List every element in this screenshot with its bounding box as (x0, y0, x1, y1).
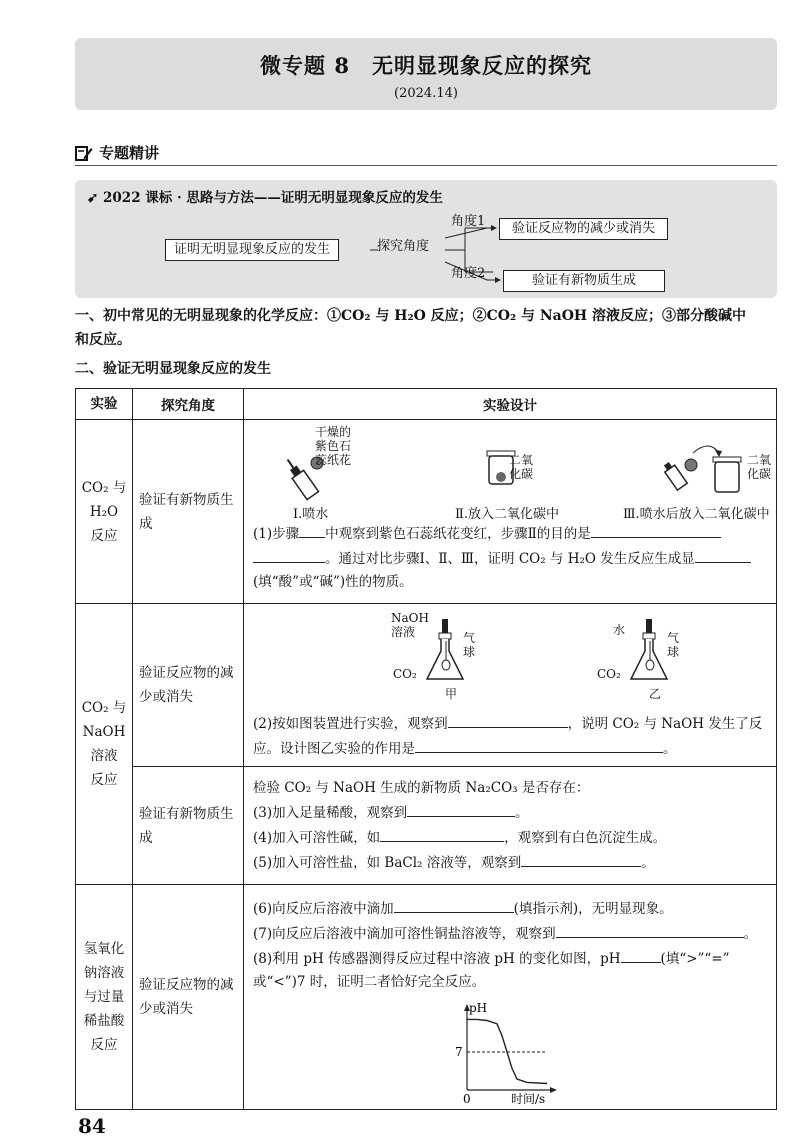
question-3: (3)加入足量稀酸，观察到 。 (253, 800, 767, 825)
flow-angle2: 角度2 (451, 266, 486, 281)
flow-box-new: 验证有新物质生成 (503, 270, 665, 292)
caption-yi: 乙 (649, 687, 662, 701)
title-banner (75, 38, 777, 110)
flask-figure (253, 609, 767, 705)
pencil-note-icon (75, 145, 93, 161)
row1-design (244, 420, 777, 604)
question-7: (7)向反应后溶液中滴加可溶性铜盐溶液等，观察到 。 (253, 921, 767, 946)
balloon-label-jia: 气 球 (463, 631, 476, 659)
y-tick-label: 7 (455, 1045, 463, 1059)
litmus-flower-figure (253, 425, 772, 522)
question-2: (2)按如图装置进行实验，观察到 ，说明 CO₂ 与 NaOH 发生了反 应。设计图乙实验的作用是 。 (253, 711, 767, 761)
co2-label-yi: CO₂ (597, 667, 621, 681)
flow-angle1: 角度1 (451, 214, 486, 229)
answer-blank[interactable] (695, 546, 751, 563)
row4-experiment: 氢氧化 钠溶液 与过量 稀盐酸 反应 (76, 885, 133, 1110)
table-row (76, 420, 777, 604)
caption-step1: Ⅰ.喷水 (293, 507, 329, 522)
part1-text: 一、初中常见的无明显现象的化学反应：①CO₂ 与 H₂O 反应；②CO₂ 与 NaOH 溶液反应；③部分酸碱中 和反应。 (75, 308, 747, 348)
question-5: (5)加入可溶性盐，如 BaCl₂ 溶液等，观察到 。 (253, 850, 767, 875)
row4-angle: 验证反应物的减少或消失 (133, 885, 244, 1110)
answer-blank[interactable] (415, 736, 663, 753)
page-number: 84 (78, 1114, 106, 1138)
y-axis-label: pH (469, 1001, 488, 1015)
row2-design (244, 604, 777, 767)
answer-blank[interactable] (407, 800, 515, 817)
section-divider (75, 165, 777, 166)
section-label: 专题精讲 (99, 144, 160, 162)
co2-label-jia: CO₂ (393, 667, 417, 681)
table-row (76, 604, 777, 767)
flow-root-box: 证明无明显现象反应的发生 (165, 239, 339, 261)
flower-label: 干燥的 紫色石 蕊纸花 (315, 425, 352, 467)
origin-label: 0 (463, 1092, 471, 1104)
caption-step2: Ⅱ.放入二氧化碳中 (455, 507, 559, 522)
co2-label-b: 二氧 化碳 (747, 453, 772, 481)
question-6: (6)向反应后溶液中滴加 (填指示剂)，无明显现象。 (253, 896, 767, 921)
question-8: (8)利用 pH 传感器测得反应过程中溶液 pH 的变化如图，pH (填“>”“=” 或“<”)7 时，证明二者恰好完全反应。 (253, 946, 767, 994)
answer-blank[interactable] (380, 825, 504, 842)
header-angle: 探究角度 (133, 389, 244, 420)
x-axis-arrow (550, 1087, 557, 1093)
answer-blank[interactable] (556, 921, 744, 938)
part2-heading: 二、验证无明显现象反应的发生 (75, 361, 271, 377)
answer-blank[interactable] (448, 711, 568, 728)
flow-box-reduce: 验证反应物的减少或消失 (499, 218, 668, 240)
naoh-label: NaOH 溶液 (391, 611, 429, 639)
water-label: 水 (613, 623, 626, 637)
row1-angle: 验证有新物质生成 (133, 420, 244, 604)
row3-intro: 检验 CO₂ 与 NaOH 生成的新物质 Na₂CO₃ 是否存在： (253, 780, 590, 796)
row3-angle: 验证有新物质生成 (133, 767, 244, 885)
experiment-table (75, 388, 777, 1110)
table-header-row (76, 389, 777, 420)
answer-blank[interactable] (394, 896, 514, 913)
table-row (76, 767, 777, 885)
row3-design (244, 767, 777, 885)
ph-curve (467, 1019, 547, 1083)
flow-middle-label: 探究角度 (377, 239, 430, 254)
row2-experiment: CO₂ 与 NaOH 溶液 反应 (76, 604, 133, 885)
co2-label-a: 二氧 化碳 (509, 453, 534, 481)
header-experiment: 实验 (76, 389, 133, 420)
x-axis-label: 时间/s (511, 1092, 546, 1104)
exam-year: (2024.14) (394, 86, 458, 101)
section-heading (75, 142, 159, 163)
table-row (76, 885, 777, 1110)
row2-angle: 验证反应物的减少或消失 (133, 604, 244, 767)
row1-experiment: CO₂ 与 H₂O 反应 (76, 420, 133, 604)
answer-blank[interactable] (521, 850, 641, 867)
header-design: 实验设计 (244, 389, 777, 420)
balloon-label-yi: 气 球 (667, 631, 680, 659)
flag-icon: ➹ (87, 190, 99, 206)
method-title: ➹ 2022 课标 · 思路与方法——证明无明显现象反应的发生 (87, 190, 443, 206)
answer-blank[interactable] (621, 946, 661, 963)
page-title: 微专题 8 无明显现象反应的探究 (260, 53, 592, 78)
answer-blank[interactable] (253, 546, 325, 563)
caption-step3: Ⅲ.喷水后放入二氧化碳中 (623, 507, 770, 522)
method-box (75, 180, 777, 298)
spray-to-jar-icon (649, 439, 759, 495)
ph-chart (443, 1000, 583, 1104)
caption-jia: 甲 (445, 687, 458, 701)
row4-design (244, 885, 777, 1110)
question-1: (1)步骤 中观察到紫色石蕊纸花变红，步骤Ⅱ的目的是 。通过对比步骤Ⅰ、Ⅱ、Ⅲ，证明 CO₂ 与 H₂O 发生反应生成显 (填“酸”或“碱”)性的物质。 (253, 521, 767, 594)
question-4: (4)加入可溶性碱，如 ，观察到有白色沉淀生成。 (253, 825, 767, 850)
